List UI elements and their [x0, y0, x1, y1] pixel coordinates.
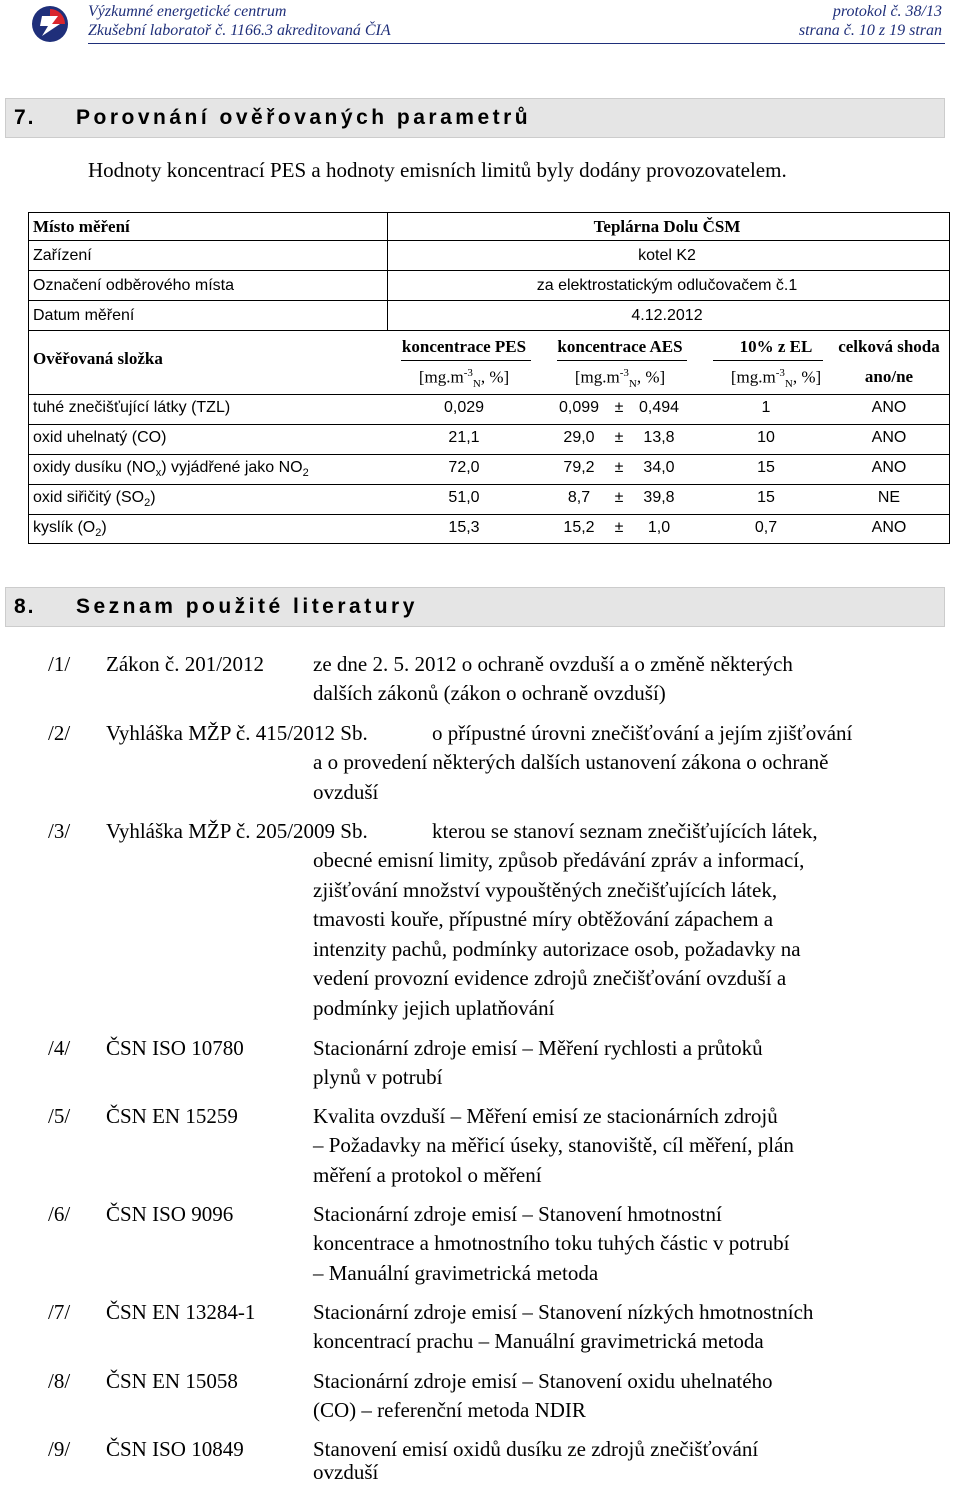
- cell-match: ANO: [871, 399, 907, 416]
- meta-label: Datum měření: [33, 307, 135, 324]
- section-number: 8.: [14, 595, 36, 618]
- reference-line: obecné emisní limity, způsob předávání zpráv a informací,: [313, 848, 805, 872]
- reference-line: podmínky jejich uplatňování: [313, 996, 555, 1020]
- reference-line: zjišťování množství vypouštěných znečišťujících látek,: [313, 878, 778, 902]
- reference-number: /9/: [48, 1437, 71, 1461]
- cell-unc: 13,8: [643, 429, 675, 446]
- reference-number: /3/: [48, 819, 71, 843]
- col-header-component: Ověřovaná složka: [33, 349, 163, 368]
- meta-label: Označení odběrového místa: [33, 277, 235, 294]
- cell-aes: 29,0: [563, 429, 595, 446]
- cell-pm: ±: [614, 489, 624, 506]
- row-name: oxid uhelnatý (CO): [33, 429, 167, 446]
- cell-el: 1: [761, 399, 771, 416]
- cell-pes: 0,029: [443, 399, 485, 416]
- reference-code: Vyhláška MŽP č. 415/2012 Sb.: [106, 721, 368, 745]
- table-rule: [29, 270, 949, 271]
- row-name: oxidy dusíku $(NO_x)$ vyjádřené jako $NO_2$: [33, 459, 309, 480]
- section-title: Seznam použité literatury: [76, 595, 418, 618]
- cell-unc: 0,494: [638, 399, 680, 416]
- cell-pm: ±: [614, 519, 624, 536]
- table-rule: [387, 213, 388, 330]
- cell-pes: 21,1: [448, 429, 480, 446]
- reference-line: vedení provozní evidence zdrojů znečišťování ovzduší a: [313, 966, 787, 990]
- cell-unc: 39,8: [643, 489, 675, 506]
- cell-pes: 72,0: [448, 459, 480, 476]
- cell-pes: 51,0: [448, 489, 480, 506]
- table-rule: [29, 454, 949, 455]
- reference-code: ČSN EN 15259: [106, 1104, 238, 1128]
- meta-label: Zařízení: [33, 247, 92, 264]
- table-rule: [29, 240, 949, 241]
- reference-line: Stacionární zdroje emisí – Stanovení nízkých hmotnostních: [313, 1300, 814, 1324]
- reference-line: Stacionární zdroje emisí – Stanovení oxidu uhelnatého: [313, 1369, 773, 1393]
- cell-match: ANO: [871, 519, 907, 536]
- cell-el: 10: [757, 429, 775, 446]
- reference-line: dalších zákonů (zákon o ochraně ovzduší): [313, 681, 666, 705]
- table-rule: [29, 300, 949, 301]
- reference-line: plynů v potrubí: [313, 1065, 443, 1089]
- col-header-el: 10% z EL: [739, 337, 813, 356]
- reference-code: Vyhláška MŽP č. 205/2009 Sb.: [106, 819, 368, 843]
- institute-logo: [30, 4, 70, 44]
- col-header-el-unit: [$mg.m^{-3}_N$, %]: [730, 367, 822, 391]
- reference-number: /1/: [48, 652, 71, 676]
- header-underline: [401, 360, 531, 361]
- reference-number: /4/: [48, 1036, 71, 1060]
- table-rule: [29, 514, 949, 515]
- reference-number: /8/: [48, 1369, 71, 1393]
- reference-code: Zákon č. 201/2012: [106, 652, 265, 676]
- reference-line: koncentrací prachu – Manuální gravimetrická metoda: [313, 1329, 764, 1353]
- reference-line: ovzduší: [313, 780, 379, 804]
- cell-pes: 15,3: [448, 519, 480, 536]
- reference-line: Stanovení emisí oxidů dusíku ze zdrojů znečišťování: [313, 1437, 759, 1461]
- reference-line: Kvalita ovzduší – Měření emisí ze stacionárních zdrojů: [313, 1104, 778, 1128]
- reference-line: ovzduší: [313, 1460, 379, 1484]
- col-header-match-unit: ano/ne: [864, 367, 914, 386]
- header-lab: Zkušební laboratoř č. 1166.3 akreditovaná ČIA: [88, 22, 391, 39]
- header-institute: Výzkumné energetické centrum: [88, 3, 287, 20]
- col-header-pes: koncentrace PES: [401, 337, 527, 356]
- comparison-table: [28, 212, 950, 544]
- cell-pm: ±: [614, 399, 624, 416]
- col-header-aes-unit: [$mg.m^{-3}_N$, %]: [574, 367, 666, 391]
- cell-match: ANO: [871, 429, 907, 446]
- reference-code: ČSN ISO 10780: [106, 1036, 244, 1060]
- section-number: 7.: [14, 106, 36, 129]
- reference-line: Stacionární zdroje emisí – Měření rychlosti a průtoků: [313, 1036, 763, 1060]
- reference-code: ČSN ISO 9096: [106, 1202, 234, 1226]
- reference-line: – Požadavky na měřicí úseky, stanoviště, cíl měření, plán: [313, 1133, 794, 1157]
- row-name: kyslík $(O_2)$: [33, 519, 107, 540]
- reference-line: (CO) – referenční metoda NDIR: [313, 1398, 586, 1422]
- reference-line: ze dne 2. 5. 2012 o ochraně ovzduší a o změně některých: [313, 652, 793, 676]
- reference-line: tmavosti kouře, přípustné míry obtěžování zápachem a: [313, 907, 774, 931]
- cell-pm: ±: [614, 429, 624, 446]
- meta-label: Místo měření: [33, 217, 130, 236]
- cell-unc: 1,0: [647, 519, 671, 536]
- cell-el: 15: [757, 459, 775, 476]
- reference-number: /6/: [48, 1202, 71, 1226]
- section-7-heading: [5, 98, 945, 138]
- reference-number: /7/: [48, 1300, 71, 1324]
- reference-line: Stacionární zdroje emisí – Stanovení hmotnostní: [313, 1202, 722, 1226]
- reference-number: /5/: [48, 1104, 71, 1128]
- cell-el: 15: [757, 489, 775, 506]
- cell-unc: 34,0: [643, 459, 675, 476]
- header-protocol: protokol č. 38/13: [832, 3, 942, 20]
- reference-line: intenzity pachů, podmínky autorizace osob, požadavky na: [313, 937, 801, 961]
- intro-text: Hodnoty koncentrací PES a hodnoty emisních limitů byly dodány provozovatelem.: [88, 158, 787, 182]
- cell-el: 0,7: [754, 519, 778, 536]
- table-rule: [29, 484, 949, 485]
- row-name: tuhé znečišťující látky (TZL): [33, 399, 231, 416]
- section-title: Porovnání ověřovaných parametrů: [76, 106, 532, 129]
- reference-line: – Manuální gravimetrická metoda: [313, 1261, 599, 1285]
- meta-value: Teplárna Dolu ČSM: [593, 217, 741, 236]
- meta-value: kotel K2: [638, 247, 696, 264]
- cell-aes: 79,2: [563, 459, 595, 476]
- reference-code: ČSN EN 13284-1: [106, 1300, 256, 1324]
- table-rule: [29, 330, 949, 331]
- reference-line: koncentrace a hmotnostního toku tuhých částic v potrubí: [313, 1231, 790, 1255]
- reference-code: ČSN EN 15058: [106, 1369, 238, 1393]
- header-underline: [557, 360, 687, 361]
- meta-value: 4.12.2012: [631, 307, 703, 324]
- cell-match: NE: [877, 489, 901, 506]
- reference-line: měření a protokol o měření: [313, 1163, 542, 1187]
- col-header-pes-unit: [$mg.m^{-3}_N$, %]: [418, 367, 510, 391]
- table-rule: [29, 394, 949, 395]
- reference-line: o přípustné úrovni znečišťování a jejím zjišťování: [432, 721, 853, 745]
- cell-aes: 15,2: [563, 519, 595, 536]
- meta-value: za elektrostatickým odlučovačem č.1: [536, 277, 798, 294]
- reference-code: ČSN ISO 10849: [106, 1437, 244, 1461]
- row-name: oxid siřičitý $(SO_2)$: [33, 489, 156, 510]
- cell-match: ANO: [871, 459, 907, 476]
- section-8-heading: [5, 587, 945, 627]
- reference-number: /2/: [48, 721, 71, 745]
- cell-aes: 8,7: [567, 489, 591, 506]
- cell-pm: ±: [614, 459, 624, 476]
- reference-line: a o provedení některých dalších ustanovení zákona o ochraně: [313, 750, 829, 774]
- col-header-match: celková shoda: [838, 337, 940, 356]
- header-rule: [88, 43, 945, 44]
- reference-line: kterou se stanoví seznam znečišťujících látek,: [432, 819, 818, 843]
- col-header-aes: koncentrace AES: [557, 337, 683, 356]
- header-page: strana č. 10 z 19 stran: [798, 22, 942, 39]
- table-rule: [29, 424, 949, 425]
- header-underline: [713, 360, 823, 361]
- cell-aes: 0,099: [558, 399, 600, 416]
